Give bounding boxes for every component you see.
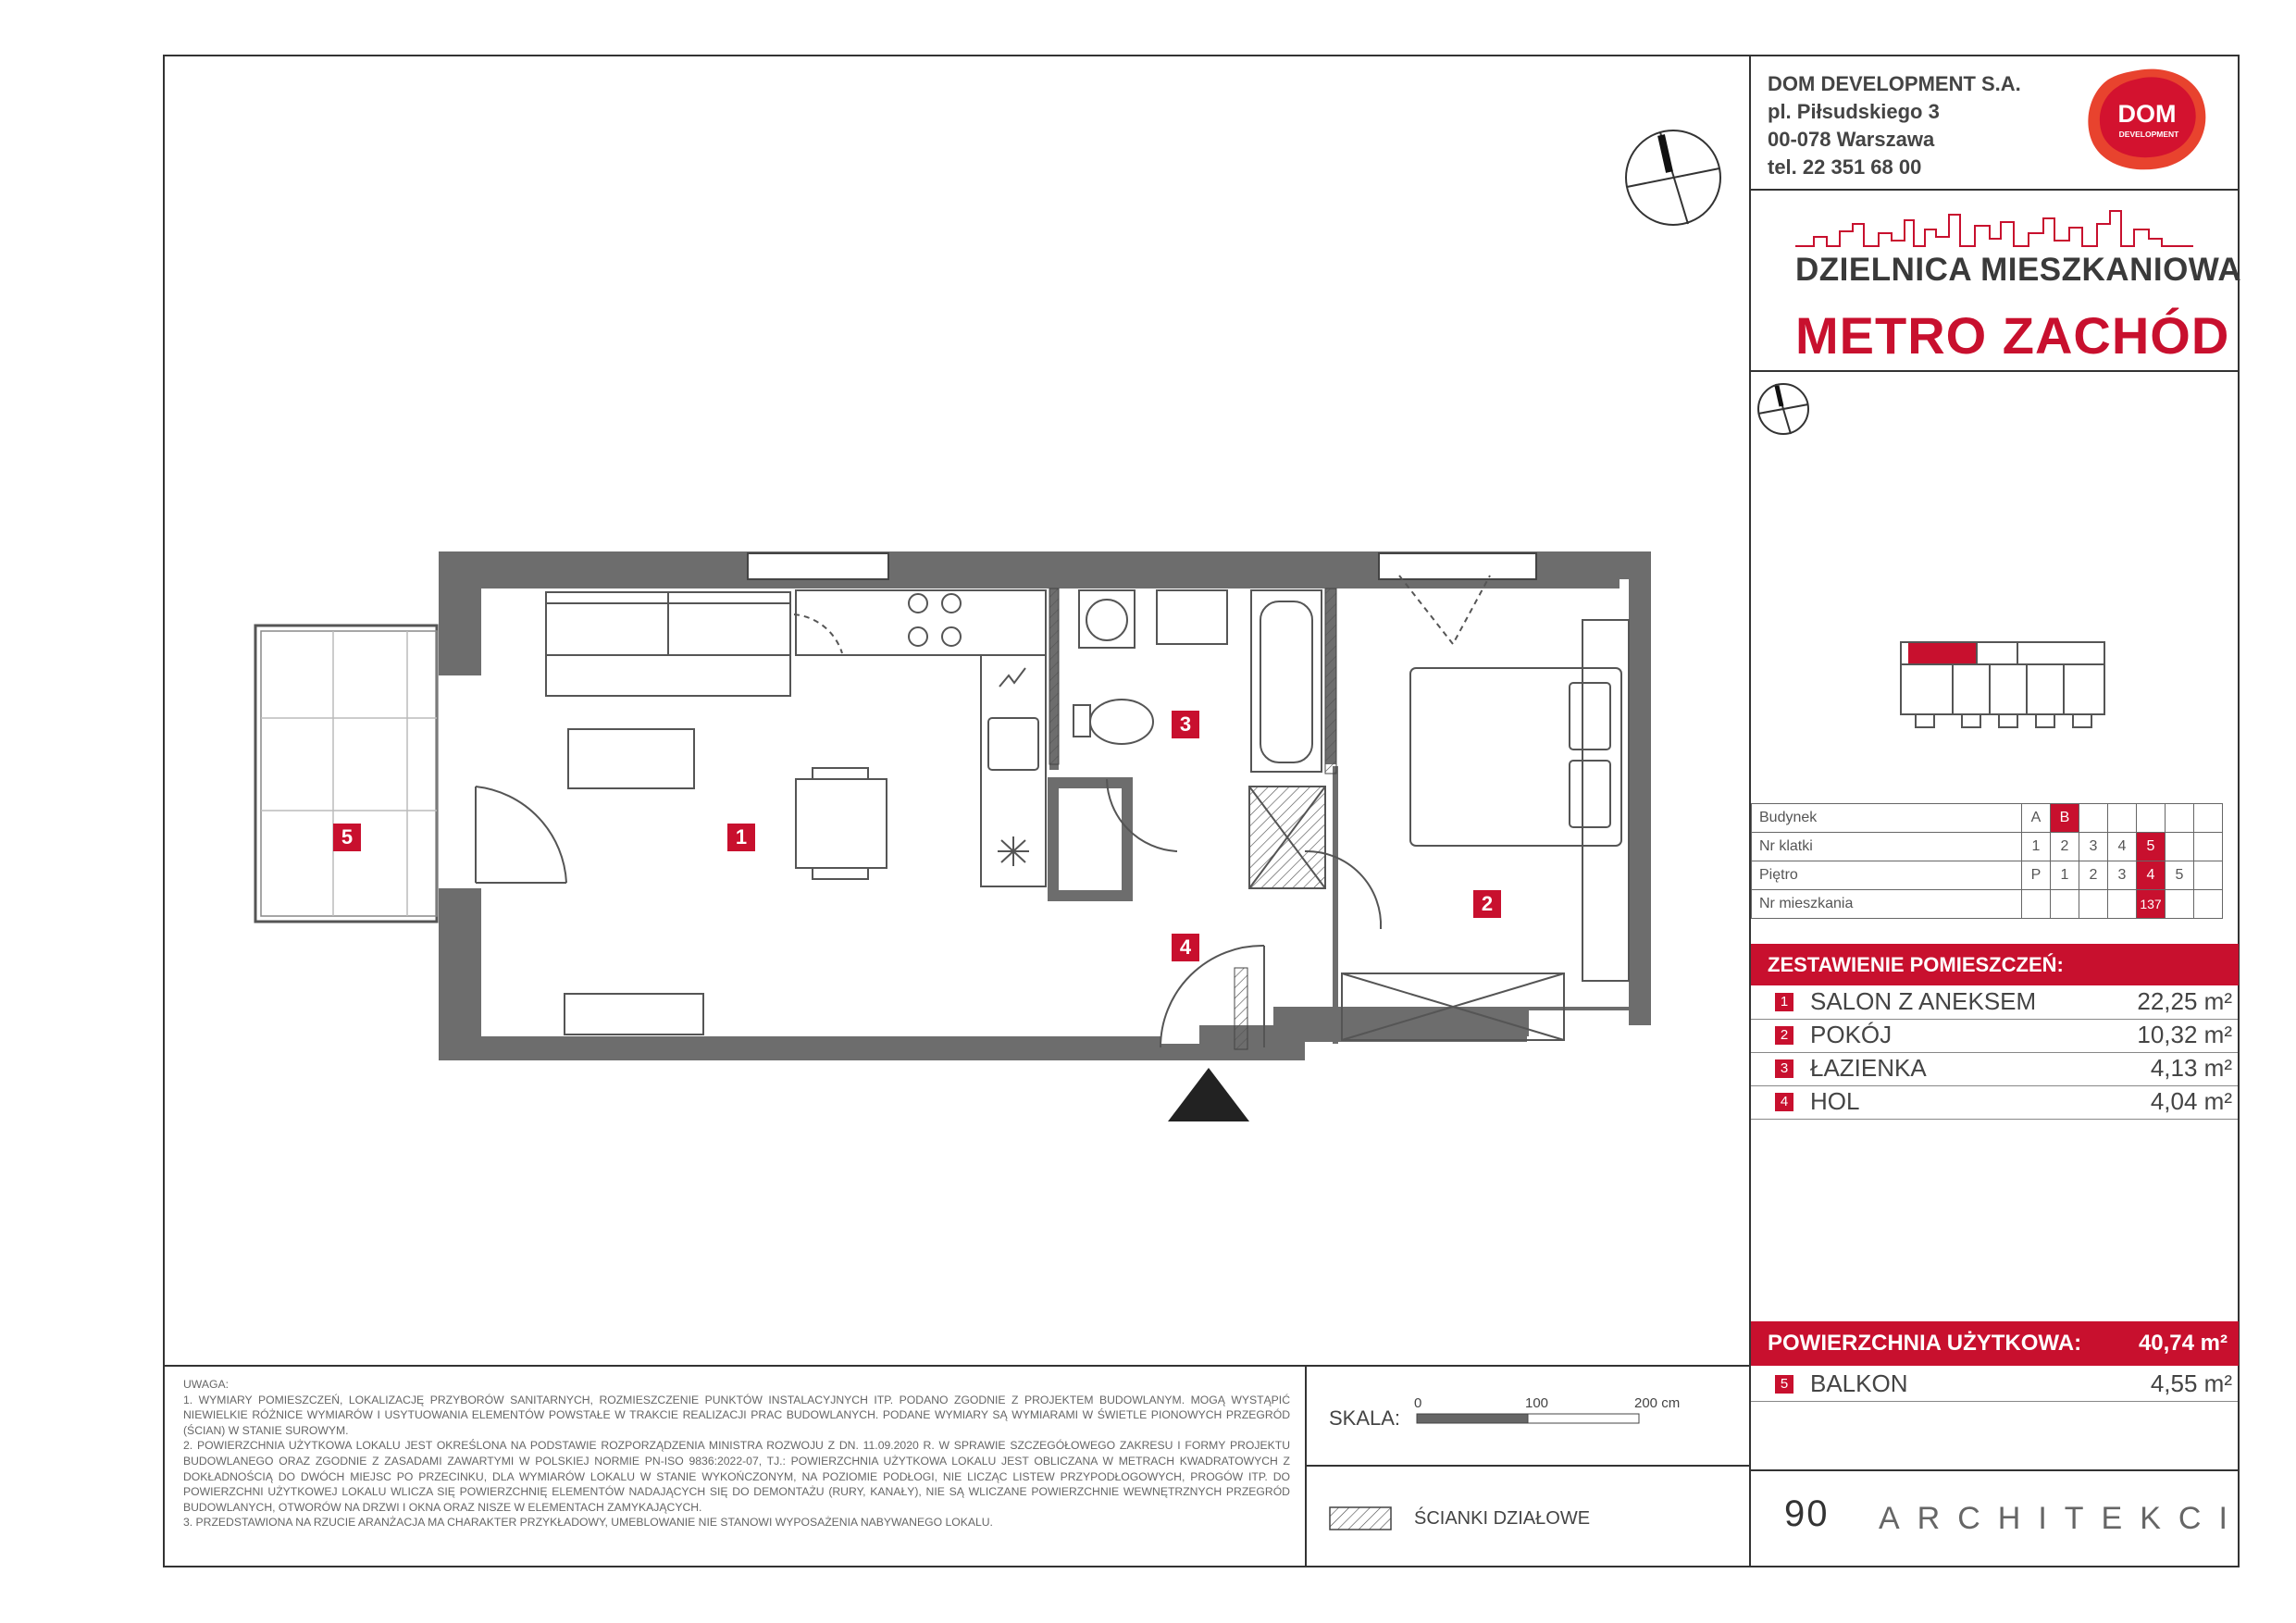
info-cell: [2194, 833, 2223, 861]
info-cell: [2166, 833, 2194, 861]
divider-company: [1749, 189, 2240, 191]
info-cell: [2108, 804, 2137, 833]
rooms-rule: [1751, 1052, 2238, 1053]
scale-label: SKALA:: [1329, 1406, 1401, 1430]
info-cell: 4: [2108, 833, 2137, 861]
info-cell: [2079, 804, 2108, 833]
plan-label-room-4: 4: [1172, 934, 1199, 961]
info-table: [1751, 803, 2223, 919]
architect-name: ARCHITEKCI: [1879, 1501, 2245, 1536]
balcony-row: [1751, 1368, 2238, 1401]
rooms-rule: [1751, 1085, 2238, 1086]
balcony: [255, 626, 437, 922]
info-cell: 5: [2166, 861, 2194, 890]
bottom-wall-left: [439, 1036, 1160, 1060]
info-cell: P: [2022, 861, 2051, 890]
sofa: [546, 592, 790, 696]
room-number: 4: [1775, 1093, 1793, 1111]
room-number: 5: [1775, 1375, 1793, 1394]
info-row-pietro: [1752, 861, 2223, 890]
info-cell: [2166, 890, 2194, 919]
plan-label-room-1: 1: [727, 824, 755, 851]
bedroom-furniture: [1342, 620, 1629, 1040]
note-item: 2. POWIERZCHNIA UŻYTKOWA LOKALU JEST OKREŚLONA NA PODSTAWIE ROZPORZĄDZENIA MINISTRA ROZWOJU Z DN. 11.09.2020 R. W SPRAWIE SZCZEGÓŁOWEGO ZAKRESU I FORMY PROJEKTU BUDOWLANEGO ORAZ ZGODNIE Z ZASADAMI ZAWARTYMI W POLSKIEJ NORMIE PN-ISO 9836:2022-07, TJ.: POWIERZCHNIA UŻYTKOWA LOKALU JEST OBLICZANA W METRACH KWADRATOWYCH Z DOKŁADNOŚCIĄ DO DWÓCH MIEJSC PO PRZECINKU, DLA WYMIARÓW LOKALU W STANIE WYKOŃCZONYM, NA POZIOMIE PODŁOGI, NIE LICZĄC LISTEW PRZYPODŁOGOWYCH, PROGÓW ITP. DO POWIERZCHNI UŻYTKOWEJ LOKALU WLICZA SIĘ POWIERZCHNIĘ ELEMENTÓW NADAJĄCYCH SIĘ DO DEMONTAŻU (RURY, KANAŁY), NIE SĄ WLICZANE POWIERZCHNIE WEWNĘTRZNYCH PRZEGRÓD BUDOWLANYCH, OTWORÓW NA DRZWI I OKNA ORAZ NISZE W ELEMENTACH ZAMYKAJĄCYCH.: [183, 1439, 1290, 1514]
skyline-icon: [1795, 205, 2193, 252]
info-label: Nr mieszkania: [1752, 890, 2022, 919]
scale-bar: [1416, 1412, 1647, 1425]
company-city: 00-078 Warszawa: [1768, 128, 1935, 151]
note-item: 3. PRZEDSTAWIONA NA RZUCIE ARANŻACJA MA CHARAKTER PRZYKŁADOWY, UMEBLOWANIE NIE STANOWI WYPOSAŻENIA NABYWANEGO LOKALU.: [183, 1516, 993, 1530]
room-row: [1751, 1085, 2238, 1119]
info-cell-selected: B: [2051, 804, 2079, 833]
info-cell-selected: 5: [2137, 833, 2166, 861]
floor-plan: [241, 537, 1675, 1129]
company-street: pl. Piłsudskiego 3: [1768, 100, 1940, 123]
dining-set: [796, 768, 887, 879]
scale-tick-0: 0: [1414, 1395, 1422, 1411]
interior-walls: [1049, 588, 1336, 770]
info-cell: [2137, 804, 2166, 833]
info-cell: [2194, 861, 2223, 890]
compass-small-icon: [1756, 381, 1811, 437]
notes-title: UWAGA:: [183, 1378, 229, 1391]
info-cell: 1: [2051, 861, 2079, 890]
architect-number: 90: [1784, 1493, 1830, 1534]
usable-area-band: [1751, 1321, 2239, 1366]
plan-label-room-5: 5: [333, 824, 361, 851]
info-cell-selected: 4: [2137, 861, 2166, 890]
partition-legend-swatch: [1329, 1506, 1392, 1530]
divider-legend: [1305, 1465, 1751, 1467]
balcony-rule: [1751, 1401, 2238, 1402]
info-cell: 2: [2051, 833, 2079, 861]
room-area: 22,25 m²: [2137, 987, 2232, 1015]
logo-text-development: DEVELOPMENT: [2118, 130, 2179, 139]
partition-legend-label: ŚCIANKI DZIAŁOWE: [1414, 1508, 1591, 1529]
logo-text-dom: DOM: [2117, 100, 2177, 128]
info-cell: 3: [2108, 861, 2137, 890]
room-name: HOL: [1810, 1087, 1860, 1115]
notes-block: [183, 1377, 1290, 1530]
architect-logo: [1784, 1493, 1830, 1535]
room-area: 4,13 m²: [2150, 1054, 2232, 1082]
tv-cabinet: [565, 994, 703, 1035]
partition-wall: [1235, 968, 1247, 1049]
info-cell: 3: [2079, 833, 2108, 861]
info-cell: [2194, 804, 2223, 833]
partition-wall: [1325, 588, 1336, 774]
room-name: SALON Z ANEKSEM: [1810, 987, 2037, 1015]
scale-tick-100: 100: [1525, 1395, 1549, 1411]
info-cell: [2051, 890, 2079, 919]
info-cell: A: [2022, 804, 2051, 833]
info-cell: 1: [2022, 833, 2051, 861]
rooms-header: [1751, 944, 2239, 985]
room-area: 4,55 m²: [2150, 1369, 2232, 1397]
info-cell: [2166, 804, 2194, 833]
divider-project: [1749, 370, 2240, 372]
room-area: 4,04 m²: [2150, 1087, 2232, 1115]
coffee-table: [568, 729, 694, 788]
rooms-header-text: ZESTAWIENIE POMIESZCZEŃ:: [1768, 953, 2064, 976]
window: [1379, 553, 1536, 579]
info-label: Budynek: [1752, 804, 2022, 833]
info-row-klatka: [1752, 833, 2223, 861]
company-info: [1768, 70, 2021, 181]
room-number: 2: [1775, 1026, 1793, 1045]
info-cell: [2108, 890, 2137, 919]
compass-icon: [1623, 128, 1723, 228]
walls: [439, 551, 1620, 1059]
partition-wall: [1049, 588, 1059, 764]
plan-label-room-2: 2: [1473, 890, 1501, 918]
right-wall: [1629, 551, 1651, 1025]
company-phone: tel. 22 351 68 00: [1768, 155, 1922, 179]
project-line2: METRO ZACHÓD: [1795, 306, 2230, 365]
entrance-marker: [1168, 1068, 1249, 1121]
info-cell: [2022, 890, 2051, 919]
left-wall-bottom: [439, 888, 481, 1060]
rooms-rule: [1751, 1119, 2238, 1120]
plan-label-room-3: 3: [1172, 711, 1199, 738]
info-cell: [2079, 890, 2108, 919]
room-row: [1751, 1019, 2238, 1052]
ventilation-shaft: [1053, 783, 1127, 896]
usable-area-value: 40,74 m²: [2138, 1331, 2228, 1356]
info-cell-selected: 137: [2137, 890, 2166, 919]
building-key-plan: [1897, 638, 2112, 731]
divider-architect: [1749, 1469, 2240, 1471]
room-area: 10,32 m²: [2137, 1021, 2232, 1048]
dom-development-logo: [2082, 65, 2212, 176]
left-wall-top: [439, 551, 481, 675]
info-label: Piętro: [1752, 861, 2022, 890]
usable-area-label: POWIERZCHNIA UŻYTKOWA:: [1768, 1331, 2082, 1356]
info-cell: 2: [2079, 861, 2108, 890]
project-line1: DZIELNICA MIESZKANIOWA: [1795, 252, 2242, 288]
info-row-budynek: [1752, 804, 2223, 833]
window: [748, 553, 888, 579]
company-name: DOM DEVELOPMENT S.A.: [1768, 72, 2021, 95]
info-cell: [2194, 890, 2223, 919]
scale-tick-200: 200 cm: [1634, 1395, 1681, 1411]
divider-notes: [163, 1365, 1751, 1367]
note-item: 1. WYMIARY POMIESZCZEŃ, LOKALIZACJĘ PRZYBORÓW SANITARNYCH, ROZMIESZCZENIE PUNKTÓW INSTALACYJNYCH ITP. PODANO ZGODNIE Z PROJEKTEM BUDOWLANYM. MOGĄ WYSTĄPIĆ NIEWIELKIE RÓŻNICE WYMIARÓW I USYTUOWANIA ELEMENTÓW POWSTAŁE W TRAKCIE REALIZACJI PRAC BUDOWLANYCH. PODANE WYMIARY SĄ WYMIARAMI W ŚWIETLE PIONOWYCH PRZEGRÓD (ŚCIAN) W STANIE SUROWYM.: [183, 1393, 1290, 1437]
info-row-mieszkanie: [1752, 890, 2223, 919]
room-name: BALKON: [1810, 1369, 1908, 1397]
room-name: ŁAZIENKA: [1810, 1054, 1927, 1082]
room-row: [1751, 1052, 2238, 1085]
room-number: 3: [1775, 1059, 1793, 1078]
info-label: Nr klatki: [1752, 833, 2022, 861]
room-row: [1751, 985, 2238, 1019]
room-name: POKÓJ: [1810, 1021, 1893, 1048]
bath-wall: [1333, 766, 1338, 1044]
rooms-rule: [1751, 1019, 2238, 1020]
room-number: 1: [1775, 993, 1793, 1011]
